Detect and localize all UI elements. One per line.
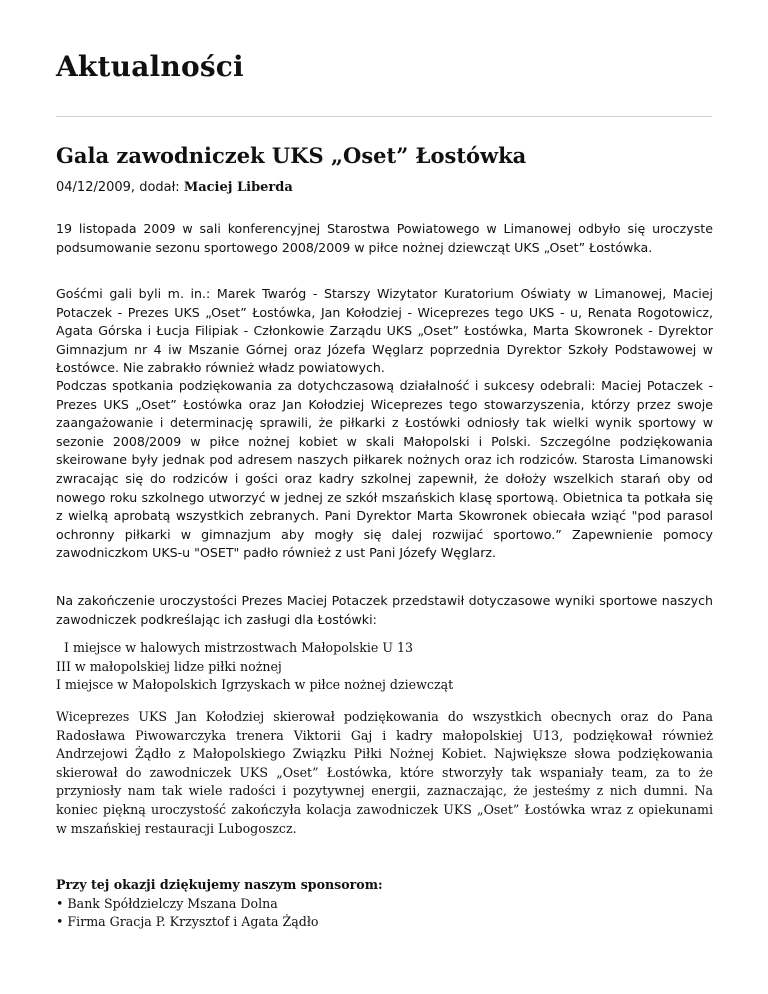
result-item: I miejsce w Małopolskich Igrzyskach w piłce nożnej dziewcząt — [56, 677, 454, 693]
sponsor-item: • Bank Spółdzielczy Mszana Dolna — [56, 895, 278, 911]
article-date: 04/12/2009, dodał: — [56, 180, 184, 195]
result-item: III w małopolskiej lidze piłki nożnej — [56, 658, 282, 674]
sponsors-section — [56, 876, 713, 932]
results-list — [56, 639, 713, 695]
heading-divider — [56, 116, 712, 117]
sponsor-item: • Firma Gracja P. Krzysztof i Agata Żądło — [56, 914, 319, 930]
article-author: Maciej Liberda — [183, 180, 293, 195]
paragraph-vice-president: Wiceprezes UKS Jan Kołodziej skierował podziękowania do wszystkich obecnych oraz do Pana Radosława Piwowarczyka trenera Viktorii Gaj i kadry małopolskiej U13, podziękował również Andrzejowi Żądło z Małopolskiego Związku Piłki Nożnej Kobiet. Największe słowa podziękowania skierował do zawodniczek UKS „Oset” Łostówka, które stworzyły tak wspaniały team, za to że przyniosły nam tak wiele radości i pozytywnej energii, zaznaczając, że jesteśmy z nich dumni. Na koniec piękną uroczystość zakończyła kolacja zawodniczek UKS „Oset” Łostówka wraz z opiekunami w mszańskiej restauracji Lubogoszcz. — [56, 709, 713, 836]
paragraph-guests: Gośćmi gali byli m. in.: Marek Twaróg - Starszy Wizytator Kuratorium Oświaty w Limanowej, Maciej Potaczek - Prezes UKS „Oset” Łostówka, Jan Kołodziej - Wiceprezes tego UKS - u, Renata Rogotowicz, Agata Górska i Łucja Filipiak - Członkowie Zarządu UKS „Oset” Łostówka, Marta Skowronek - Dyrektor Gimnazjum nr 4 iw Mszanie Górnej oraz Józefa Węglarz poprzednia Dyrektor Szkoły Podstawowej w Łostówce. Nie zabrakło również władz powiatowych. — [56, 286, 713, 376]
article-title: Gala zawodniczek UKS „Oset” Łostówka — [56, 143, 527, 168]
paragraph-results-intro: Na zakończenie uroczystości Prezes Maciej Potaczek przedstawił dotyczasowe wyniki sportowe naszych zawodniczek podkreślając ich zasługi dla Łostówki: — [56, 593, 713, 627]
result-item: I miejsce w halowych mistrzostwach Małopolskie U 13 — [56, 640, 414, 655]
paragraph-intro: 19 listopada 2009 w sali konferencyjnej Starostwa Powiatowego w Limanowej odbyło się uroczyste podsumowanie sezonu sportowego 2008/2009 w piłce nożnej dziewcząt UKS „Oset” Łostówka. — [56, 221, 713, 255]
sponsors-heading: Przy tej okazji dziękujemy naszym sponsorom: — [56, 877, 383, 892]
article-meta — [56, 180, 293, 195]
sponsors-list — [56, 895, 713, 932]
page-heading: Aktualności — [56, 50, 244, 83]
paragraph-thanks: Podczas spotkania podziękowania za dotychczasową działalność i sukcesy odebrali: Maciej Potaczek - Prezes UKS „Oset” Łostówka oraz Jan Kołodziej Wiceprezes tego stowarzyszenia, którzy przez swoje zaangażowanie i determinację sprawili, że piłkarki z Łostówki odniosły tak wielki wynik sportowy w sezonie 2008/2009 w piłce nożnej kobiet w skali Małopolski i Polski. Szczególne podziękowania skeirowane były jednak pod adresem naszych piłkarek nożnych oraz ich rodziców. Starosta Limanowski zwracając się do rodziców i gości oraz kadry szkolnej zapewnił, że dołoży wszelkich starań oby od nowego roku szkolnego utworzyć w jednej ze szkół mszańskich klasę sportową. Obietnica ta potkała się z wielką aprobatą wszystkich zebranych. Pani Dyrektor Marta Skowronek obiecała wziąć "pod parasol ochronny piłkarki w gimnazjum aby mogły się dalej rozwijać sportowo.” Zapewnienie pomocy zawodniczkom UKS-u "OSET" padło również z ust Pani Józefy Węglarz. — [56, 378, 713, 561]
